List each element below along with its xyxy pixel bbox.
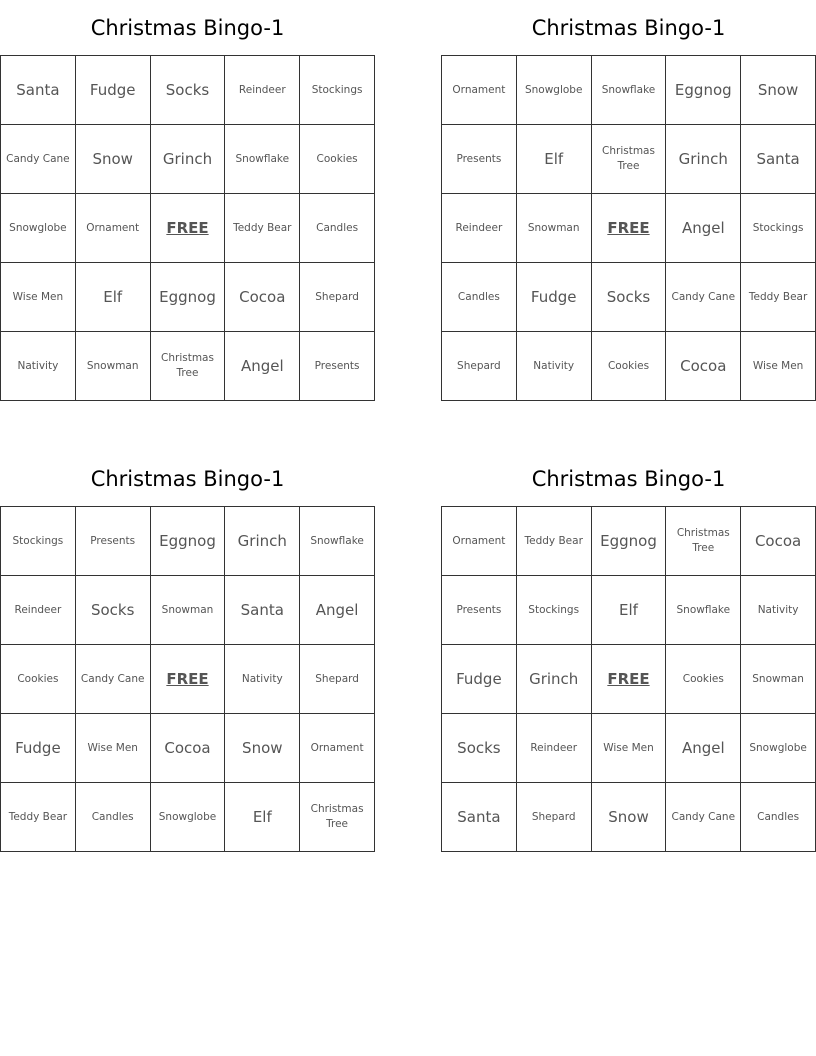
bingo-cell: Snowflake — [591, 56, 666, 125]
bingo-row — [1, 125, 375, 194]
bingo-cell: Reindeer — [225, 56, 300, 125]
bingo-row — [1, 507, 375, 576]
bingo-cell: Christmas Tree — [300, 783, 375, 852]
bingo-cell: Ornament — [442, 56, 517, 125]
bingo-cell: Candles — [75, 783, 150, 852]
bingo-cell: Cookies — [1, 645, 76, 714]
bingo-cell: Grinch — [666, 125, 741, 194]
bingo-cell: Reindeer — [516, 714, 591, 783]
bingo-cell: Eggnog — [150, 507, 225, 576]
bingo-cell: Presents — [442, 125, 517, 194]
free-space: FREE — [591, 194, 666, 263]
card-title: Christmas Bingo-1 — [531, 16, 726, 40]
bingo-grid — [441, 506, 816, 852]
bingo-row — [442, 56, 816, 125]
bingo-row — [442, 194, 816, 263]
bingo-cell: Shepard — [300, 645, 375, 714]
bingo-cell: Nativity — [225, 645, 300, 714]
bingo-row — [1, 576, 375, 645]
bingo-cell: Presents — [442, 576, 517, 645]
bingo-cell: Teddy Bear — [225, 194, 300, 263]
bingo-cell: Socks — [442, 714, 517, 783]
bingo-cell: Snowflake — [300, 507, 375, 576]
bingo-cell: Wise Men — [75, 714, 150, 783]
bingo-cell: Snowglobe — [1, 194, 76, 263]
bingo-row — [442, 263, 816, 332]
bingo-card-3 — [0, 451, 375, 852]
bingo-cell: Snow — [591, 783, 666, 852]
bingo-cell: Grinch — [150, 125, 225, 194]
bingo-grid — [0, 506, 375, 852]
bingo-cell: Nativity — [1, 332, 76, 401]
bingo-cell: Fudge — [516, 263, 591, 332]
bingo-cell: Santa — [442, 783, 517, 852]
bingo-cell: Snow — [75, 125, 150, 194]
bingo-row — [442, 576, 816, 645]
card-title: Christmas Bingo-1 — [90, 16, 285, 40]
bingo-cell: Snowman — [150, 576, 225, 645]
bingo-row — [1, 714, 375, 783]
bingo-cell: Cookies — [666, 645, 741, 714]
bingo-card-4 — [441, 451, 816, 852]
bingo-cell: Santa — [225, 576, 300, 645]
card-title: Christmas Bingo-1 — [531, 467, 726, 491]
bingo-cell: Teddy Bear — [1, 783, 76, 852]
free-space: FREE — [591, 645, 666, 714]
bingo-cell: Eggnog — [150, 263, 225, 332]
bingo-cell: Grinch — [225, 507, 300, 576]
bingo-cell: Christmas Tree — [666, 507, 741, 576]
bingo-cell: Shepard — [442, 332, 517, 401]
bingo-cell: Wise Men — [1, 263, 76, 332]
bingo-cell: Santa — [1, 56, 76, 125]
bingo-cell: Stockings — [1, 507, 76, 576]
bingo-cell: Nativity — [741, 576, 816, 645]
bingo-cell: Cocoa — [741, 507, 816, 576]
bingo-cell: Stockings — [300, 56, 375, 125]
bingo-cell: Cookies — [300, 125, 375, 194]
bingo-cell: Fudge — [1, 714, 76, 783]
bingo-cell: Candles — [300, 194, 375, 263]
bingo-card-1 — [0, 0, 375, 401]
bingo-row — [442, 332, 816, 401]
bingo-cell: Cocoa — [150, 714, 225, 783]
bingo-cell: Wise Men — [591, 714, 666, 783]
bingo-cell: Candy Cane — [666, 263, 741, 332]
free-space: FREE — [150, 645, 225, 714]
bingo-cell: Shepard — [300, 263, 375, 332]
bingo-cell: Candy Cane — [1, 125, 76, 194]
bingo-cell: Ornament — [75, 194, 150, 263]
bingo-cell: Shepard — [516, 783, 591, 852]
bingo-row — [1, 332, 375, 401]
bingo-card-2 — [441, 0, 816, 401]
bingo-cell: Socks — [75, 576, 150, 645]
bingo-cell: Elf — [591, 576, 666, 645]
bingo-cell: Teddy Bear — [741, 263, 816, 332]
bingo-cell: Candy Cane — [75, 645, 150, 714]
bingo-cell: Snowman — [516, 194, 591, 263]
bingo-cell: Angel — [666, 714, 741, 783]
bingo-cell: Fudge — [75, 56, 150, 125]
bingo-cell: Socks — [150, 56, 225, 125]
bingo-cell: Fudge — [442, 645, 517, 714]
bingo-row — [442, 783, 816, 852]
bingo-cell: Grinch — [516, 645, 591, 714]
bingo-cell: Reindeer — [442, 194, 517, 263]
bingo-cell: Elf — [516, 125, 591, 194]
bingo-row — [1, 783, 375, 852]
bingo-cell: Candles — [442, 263, 517, 332]
bingo-cell: Santa — [741, 125, 816, 194]
bingo-cell: Eggnog — [666, 56, 741, 125]
bingo-cell: Angel — [225, 332, 300, 401]
bingo-row — [1, 194, 375, 263]
bingo-cell: Candy Cane — [666, 783, 741, 852]
bingo-cell: Wise Men — [741, 332, 816, 401]
bingo-grid — [441, 55, 816, 401]
bingo-cell: Angel — [666, 194, 741, 263]
bingo-cell: Stockings — [741, 194, 816, 263]
free-space: FREE — [150, 194, 225, 263]
bingo-cell: Snowflake — [225, 125, 300, 194]
bingo-cell: Candles — [741, 783, 816, 852]
bingo-cell: Snow — [225, 714, 300, 783]
bingo-row — [1, 56, 375, 125]
bingo-cell: Presents — [75, 507, 150, 576]
bingo-cell: Elf — [75, 263, 150, 332]
bingo-cell: Reindeer — [1, 576, 76, 645]
bingo-cell: Cocoa — [225, 263, 300, 332]
bingo-cell: Christmas Tree — [591, 125, 666, 194]
bingo-cell: Snowglobe — [150, 783, 225, 852]
bingo-cell: Snow — [741, 56, 816, 125]
bingo-cell: Angel — [300, 576, 375, 645]
bingo-cell: Cookies — [591, 332, 666, 401]
bingo-cell: Snowglobe — [741, 714, 816, 783]
bingo-row — [442, 714, 816, 783]
bingo-grid — [0, 55, 375, 401]
bingo-row — [442, 645, 816, 714]
bingo-cell: Teddy Bear — [516, 507, 591, 576]
bingo-row — [442, 125, 816, 194]
bingo-cell: Eggnog — [591, 507, 666, 576]
bingo-row — [442, 507, 816, 576]
bingo-cell: Snowglobe — [516, 56, 591, 125]
bingo-cell: Snowflake — [666, 576, 741, 645]
bingo-cell: Nativity — [516, 332, 591, 401]
bingo-cell: Snowman — [741, 645, 816, 714]
bingo-cell: Socks — [591, 263, 666, 332]
bingo-cell: Elf — [225, 783, 300, 852]
bingo-cell: Ornament — [442, 507, 517, 576]
card-title: Christmas Bingo-1 — [90, 467, 285, 491]
bingo-cell: Snowman — [75, 332, 150, 401]
bingo-row — [1, 263, 375, 332]
bingo-cell: Ornament — [300, 714, 375, 783]
bingo-cell: Presents — [300, 332, 375, 401]
bingo-row — [1, 645, 375, 714]
bingo-cell: Christmas Tree — [150, 332, 225, 401]
bingo-cell: Stockings — [516, 576, 591, 645]
bingo-cell: Cocoa — [666, 332, 741, 401]
